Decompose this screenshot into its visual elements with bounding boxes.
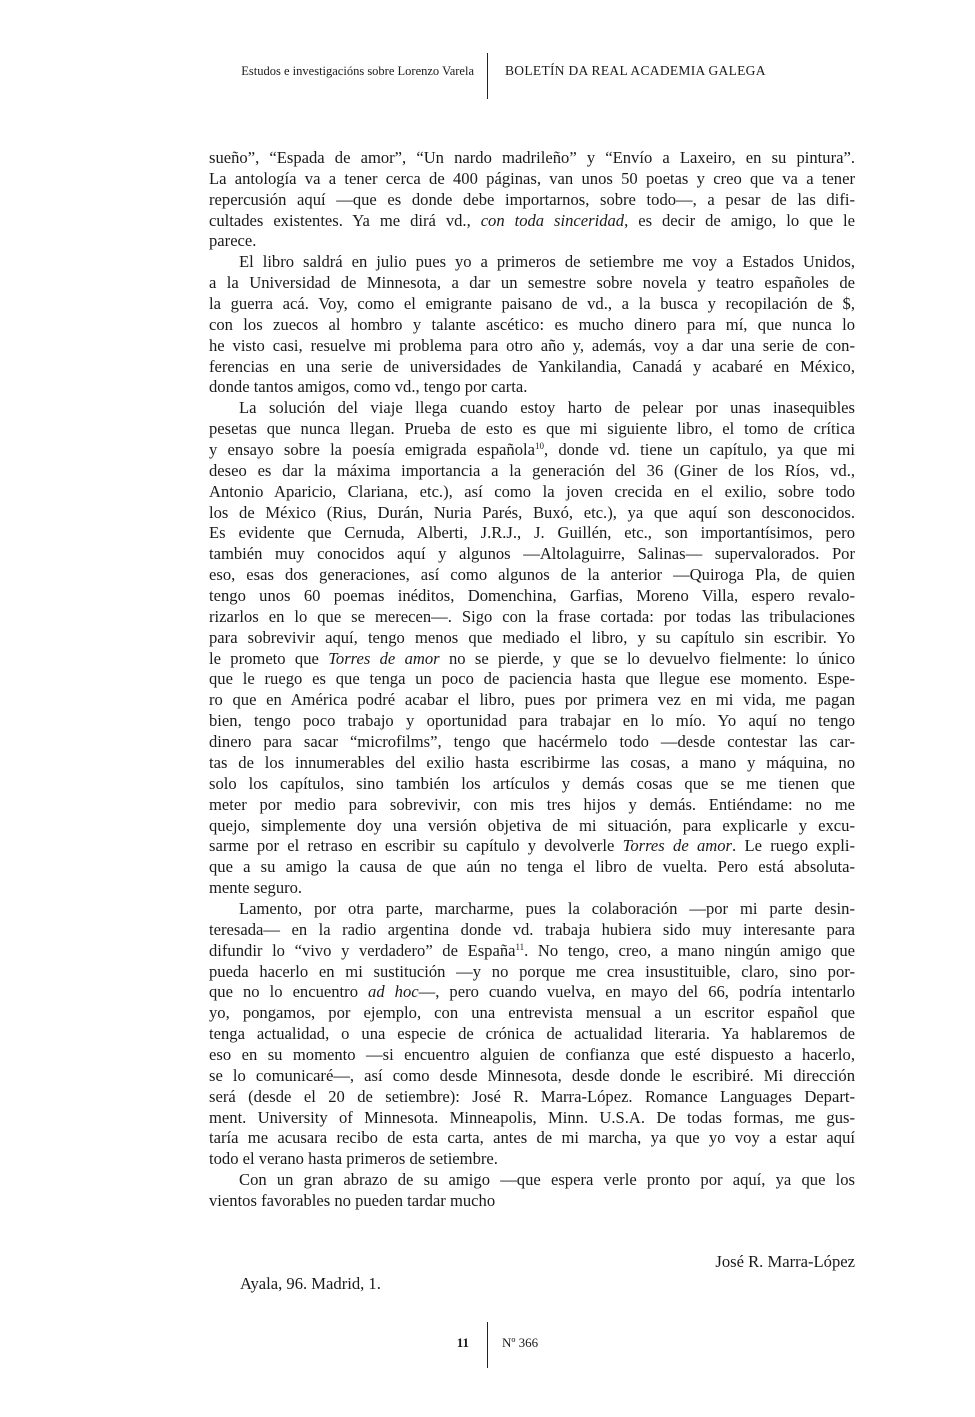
issue-number: Nº 366 xyxy=(502,1335,539,1350)
text-line xyxy=(209,1066,855,1087)
text-run: parece. xyxy=(209,231,257,251)
paragraph xyxy=(209,1170,855,1212)
text-line xyxy=(209,1170,855,1191)
text-run: tenga actualidad, o una especie de crónica de actualidad literaria. Ya hablaremos de xyxy=(209,1024,855,1044)
text-line xyxy=(209,398,855,419)
text-run: ment. University of Minnesota. Minneapolis, Minn. U.S.A. De todas formas, me gus- xyxy=(209,1107,855,1127)
text-run: Antonio Aparicio, Clariana, etc.), así como la joven crecida en el exilio, sobre todo xyxy=(209,481,855,501)
text-line xyxy=(209,711,855,732)
text-run: que le ruego es que tenga un poco de paciencia hasta que llegue ese momento. Espe- xyxy=(209,669,855,689)
text-line xyxy=(209,190,855,211)
text-run: yo, pongamos, por ejemplo, con una entrevista mensual a un escritor español que xyxy=(209,1003,855,1023)
text-run: y ensayo sobre la poesía emigrada española xyxy=(209,440,535,460)
text-run: los de México (Rius, Durán, Nuria Parés, Buxó, etc.), ya que aquí son desconocidos. xyxy=(209,502,855,522)
text-line xyxy=(209,523,855,544)
text-run: . Le ruego expli- xyxy=(732,836,855,856)
text-line xyxy=(209,294,855,315)
text-line xyxy=(209,211,855,232)
text-line xyxy=(209,649,855,670)
text-run: Es evidente que Cernuda, Alberti, J.R.J., J. Guillén, etc., son importantísimos, pero xyxy=(209,523,855,543)
text-line xyxy=(209,252,855,273)
text-line xyxy=(209,503,855,524)
text-line xyxy=(209,753,855,774)
text-line xyxy=(209,419,855,440)
text-run: solo los capítulos, sino también los artículos y demás cosas que se me tienen que xyxy=(209,773,855,793)
text-run: le prometo que xyxy=(209,648,329,668)
text-run: ro que en América podré acabar el libro, pues por primera vez en mi vida, me pagan xyxy=(209,690,855,710)
text-run: , donde vd. tiene un capítulo, ya que mi xyxy=(543,440,855,460)
paragraph xyxy=(209,899,855,1170)
text-line xyxy=(209,1024,855,1045)
text-run: para sobrevivir aquí, tengo menos que mediado el libro, y su capítulo sin escribir. Yo xyxy=(209,627,855,647)
text-run: dinero para sacar “microfilms”, tengo que hacérmelo todo —desde contestar las car- xyxy=(209,732,855,752)
text-line xyxy=(209,982,855,1003)
text-line xyxy=(209,148,855,169)
text-line xyxy=(209,544,855,565)
text-run: que a su amigo la causa de que aún no tenga el libro de vuelta. Pero está absoluta- xyxy=(209,857,855,877)
text-line xyxy=(209,1045,855,1066)
text-run: taría me acusara recibo de esta carta, antes de mi marcha, ya que yo voy a estar aquí xyxy=(209,1128,855,1148)
text-run: —, pero cuando vuelva, en mayo del 66, podría intentarlo xyxy=(418,982,855,1002)
text-line xyxy=(209,273,855,294)
paragraph xyxy=(209,252,855,398)
text-line xyxy=(209,1128,855,1149)
text-line xyxy=(209,565,855,586)
text-line xyxy=(209,231,855,252)
text-run: donde tantos amigos, como vd., tengo por carta. xyxy=(209,377,528,397)
text-line xyxy=(209,920,855,941)
text-run: todo el verano hasta primeros de setiembre. xyxy=(209,1149,498,1169)
signature: José R. Marra-López xyxy=(715,1252,855,1271)
header-section-title: Estudos e investigacións sobre Lorenzo Varela xyxy=(241,64,474,78)
text-line xyxy=(209,461,855,482)
text-run: sueño”, “Espada de amor”, “Un nardo madrileño” y “Envío a Laxeiro, en su pintura”. xyxy=(209,148,855,167)
text-line xyxy=(209,607,855,628)
letter-body xyxy=(209,148,855,1212)
text-run: pueda hacerlo en mi sustitución —y no porque me crea insustituible, claro, sino por- xyxy=(209,961,855,981)
text-run: vientos favorables no pueden tardar mucho xyxy=(209,1190,496,1210)
text-run: ferencias en una serie de universidades de Yankilandia, Canadá y acabaré en México, xyxy=(209,356,855,376)
text-run: cultades existentes. Ya me dirá vd., xyxy=(209,210,481,230)
text-line xyxy=(209,1149,855,1170)
text-run: teresada— en la radio argentina donde vd. trabaja hubiera sido muy interesante para xyxy=(209,919,855,939)
text-run: difundir lo “vivo y verdadero” de España xyxy=(209,940,516,960)
footer-divider xyxy=(487,1322,488,1368)
text-run: la guerra acá. Voy, como el emigrante paisano de vd., a la busca y recopilación de $, xyxy=(209,294,855,314)
text-run: bien, tengo poco trabajo y oportunidad para trabajar en lo mío. Yo aquí no tengo xyxy=(209,711,855,731)
text-line xyxy=(209,1108,855,1129)
text-line xyxy=(209,336,855,357)
text-line xyxy=(209,1003,855,1024)
paragraph xyxy=(209,398,855,899)
header-divider xyxy=(487,53,488,99)
text-line xyxy=(209,857,855,878)
text-line xyxy=(209,357,855,378)
text-run: deseo es dar la máxima importancia a la generación del 36 (Giner de los Ríos, vd., xyxy=(209,460,855,480)
text-line xyxy=(209,878,855,899)
footnote-ref: 10 xyxy=(534,441,544,452)
italic-title: Torres de amor xyxy=(328,648,440,668)
sender-address: Ayala, 96. Madrid, 1. xyxy=(240,1274,381,1293)
page-number: 11 xyxy=(456,1335,469,1350)
text-line xyxy=(209,1191,855,1212)
text-run: también muy conocidos aquí y algunos —Altolaguirre, Salinas— supervalorados. Por xyxy=(209,544,855,564)
text-line xyxy=(209,669,855,690)
text-line xyxy=(209,962,855,983)
text-run: Con un gran abrazo de su amigo —que espera verle pronto por aquí, ya que los xyxy=(239,1170,855,1190)
text-run: La solución del viaje llega cuando estoy harto de pelear por unas inasequibles xyxy=(239,398,855,418)
text-line xyxy=(209,315,855,336)
text-run: repercusión aquí —que es donde debe importarnos, sobre todo—, a pesar de las difi- xyxy=(209,189,855,209)
text-run: tas de los innumerables del exilio hasta escribirme las cosas, a mano y máquina, no xyxy=(209,752,855,772)
text-run: eso en su momento —si encuentro alguien de confianza que esté dispuesto a hacerlo, xyxy=(209,1044,855,1064)
italic-title: Torres de amor xyxy=(622,836,733,856)
text-line xyxy=(209,836,855,857)
text-run: meter por medio para sobrevivir, con mis tres hijos y demás. Entiéndame: no me xyxy=(209,794,855,814)
text-line xyxy=(209,795,855,816)
text-run: se lo comunicaré—, así como desde Minnesota, desde donde le escribiré. Mi dirección xyxy=(209,1065,855,1085)
text-line xyxy=(209,899,855,920)
text-line xyxy=(209,169,855,190)
text-run: Lamento, por otra parte, marcharme, pues la colaboración —por mi parte desin- xyxy=(239,898,855,918)
text-run: a la Universidad de Minnesota, a dar un semestre sobre novela y teatro españoles de xyxy=(209,273,855,293)
paragraph xyxy=(209,148,855,252)
text-run: tengo unos 60 poemas inéditos, Domenchina, Garfias, Moreno Villa, espero revalo- xyxy=(209,586,855,606)
text-run: mente seguro. xyxy=(209,878,303,898)
text-line xyxy=(209,482,855,503)
text-line xyxy=(209,774,855,795)
text-line xyxy=(209,377,855,398)
text-line xyxy=(209,732,855,753)
text-line xyxy=(209,586,855,607)
text-run: será (desde el 20 de setiembre): José R. Marra-López. Romance Languages Depart- xyxy=(209,1086,855,1106)
text-run: con los zuecos al hombro y talante ascético: es mucho dinero para mí, que nunca lo xyxy=(209,314,855,334)
text-line xyxy=(209,1087,855,1108)
italic-title: ad hoc xyxy=(368,982,419,1002)
text-run: rizarlos en lo que se merecen—. Sigo con la frase cortada: por todas las tribulaciones xyxy=(209,606,855,626)
footnote-ref: 11 xyxy=(515,941,525,952)
text-line xyxy=(209,440,855,461)
text-line xyxy=(209,690,855,711)
text-line xyxy=(209,816,855,837)
text-run: eso, esas dos generaciones, así como algunos de la anterior —Quiroga Pla, de quien xyxy=(209,565,855,585)
text-run: que no lo encuentro xyxy=(209,982,369,1002)
italic-title: con toda sinceridad xyxy=(480,210,625,230)
text-run: El libro saldrá en julio pues yo a primeros de setiembre me voy a Estados Unidos, xyxy=(239,252,855,272)
text-run: pesetas que nunca llegan. Prueba de esto es que mi siguiente libro, el tomo de crítica xyxy=(209,419,855,439)
text-run: quejo, simplemente doy una versión objetiva de mi situación, para explicarle y excu- xyxy=(209,815,855,835)
text-run: La antología va a tener cerca de 400 páginas, van unos 50 poetas y creo que va a tener xyxy=(209,168,855,188)
text-run: . No tengo, creo, a mano ningún amigo que xyxy=(524,940,855,960)
text-run: he visto casi, resuelve mi problema para otro año y, además, voy a dar una serie de con- xyxy=(209,335,855,355)
text-line xyxy=(209,628,855,649)
text-run: sarme por el retraso en escribir su capítulo y devolverle xyxy=(209,836,623,856)
text-run: , es decir de amigo, lo que le xyxy=(624,210,856,230)
text-run: no se pierde, y que se lo devuelvo fielmente: lo único xyxy=(439,648,855,668)
header-journal-title: BOLETÍN DA REAL ACADEMIA GALEGA xyxy=(505,63,766,78)
text-line xyxy=(209,941,855,962)
